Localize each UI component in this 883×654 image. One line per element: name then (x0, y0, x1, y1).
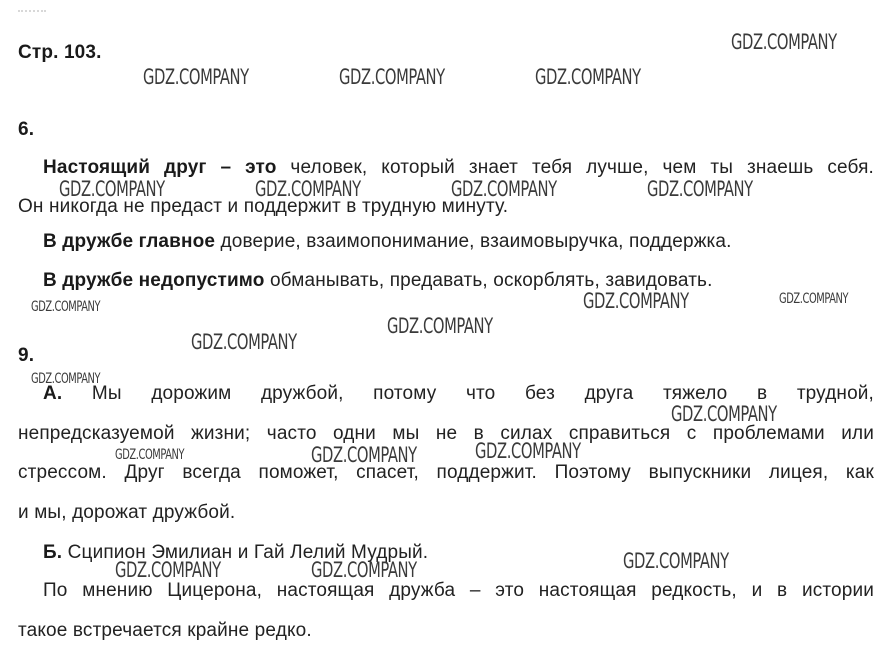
task-6-definition-main: доверие, взаимопонимание, взаимовыручка, поддержка. (215, 231, 732, 252)
task-9-label-a: А. (43, 383, 63, 404)
task-9-label-b: Б. (43, 542, 63, 563)
task-9-answer-a-line-3: стрессом. Друг всегда поможет, спасет, поддержит. Поэтому выпускники лицея, как (18, 462, 874, 483)
task-6-number: 6. (18, 119, 35, 140)
task-6-definition-friend: человек, который знает тебя лучше, чем ты знаешь себя. (276, 157, 874, 178)
task-9-number: 9. (18, 345, 35, 366)
watermark: GDZ.COMPANY (31, 299, 101, 315)
watermark: GDZ.COMPANY (387, 314, 493, 338)
watermark: GDZ.COMPANY (475, 439, 581, 463)
task-6-paragraph-1-line-1 (43, 157, 874, 179)
task-6-term-main: В дружбе главное (43, 231, 216, 252)
watermark: GDZ.COMPANY (647, 177, 753, 201)
watermark: GDZ.COMPANY (143, 65, 249, 89)
task-9-answer-a-line-4: и мы, дорожат дружбой. (18, 502, 236, 523)
watermark: GDZ.COMPANY (731, 30, 837, 54)
watermark: GDZ.COMPANY (671, 402, 777, 426)
watermark: GDZ.COMPANY (191, 330, 297, 354)
task-9-answer-a-line-2: непредсказуемой жизни; часто одни мы не в силах справиться с проблемами или (18, 423, 874, 444)
watermark: GDZ.COMPANY (535, 65, 641, 89)
watermark: GDZ.COMPANY (255, 177, 361, 201)
watermark: GDZ.COMPANY (311, 443, 417, 467)
task-9-cicero-line-2: такое встречается крайне редко. (18, 620, 312, 641)
task-6-paragraph-1-line-2: Он никогда не предаст и поддержит в трудную минуту. (18, 196, 509, 217)
watermark: GDZ.COMPANY (31, 371, 101, 387)
task-6-term-unacceptable: В дружбе недопустимо (43, 270, 265, 291)
task-6-paragraph-2 (43, 231, 874, 253)
task-9-cicero-line-1: По мнению Цицерона, настоящая дружба – это настоящая редкость, и в истории (43, 580, 874, 601)
task-9-answer-b: Б. Сципион Эмилиан и Гай Лелий Мудрый. (43, 542, 429, 563)
task-6-term-friend: Настоящий друг – это (43, 157, 277, 178)
task-6-paragraph-3 (43, 270, 874, 292)
watermark: GDZ.COMPANY (59, 177, 165, 201)
page-reference: Стр. 103. (18, 42, 102, 63)
watermark: GDZ.COMPANY (311, 558, 417, 582)
top-edge-mark (18, 10, 46, 16)
watermark: GDZ.COMPANY (623, 549, 729, 573)
task-6-definition-unacceptable: обманывать, предавать, оскорблять, завидовать. (264, 270, 713, 291)
watermark: GDZ.COMPANY (115, 447, 185, 463)
task-9-answer-a-line-1: А. Мы дорожим дружбой, потому что без друга тяжело в трудной, (43, 383, 874, 404)
watermark: GDZ.COMPANY (779, 291, 849, 307)
watermark: GDZ.COMPANY (583, 289, 689, 313)
watermark: GDZ.COMPANY (339, 65, 445, 89)
watermark: GDZ.COMPANY (451, 177, 557, 201)
watermark: GDZ.COMPANY (115, 558, 221, 582)
